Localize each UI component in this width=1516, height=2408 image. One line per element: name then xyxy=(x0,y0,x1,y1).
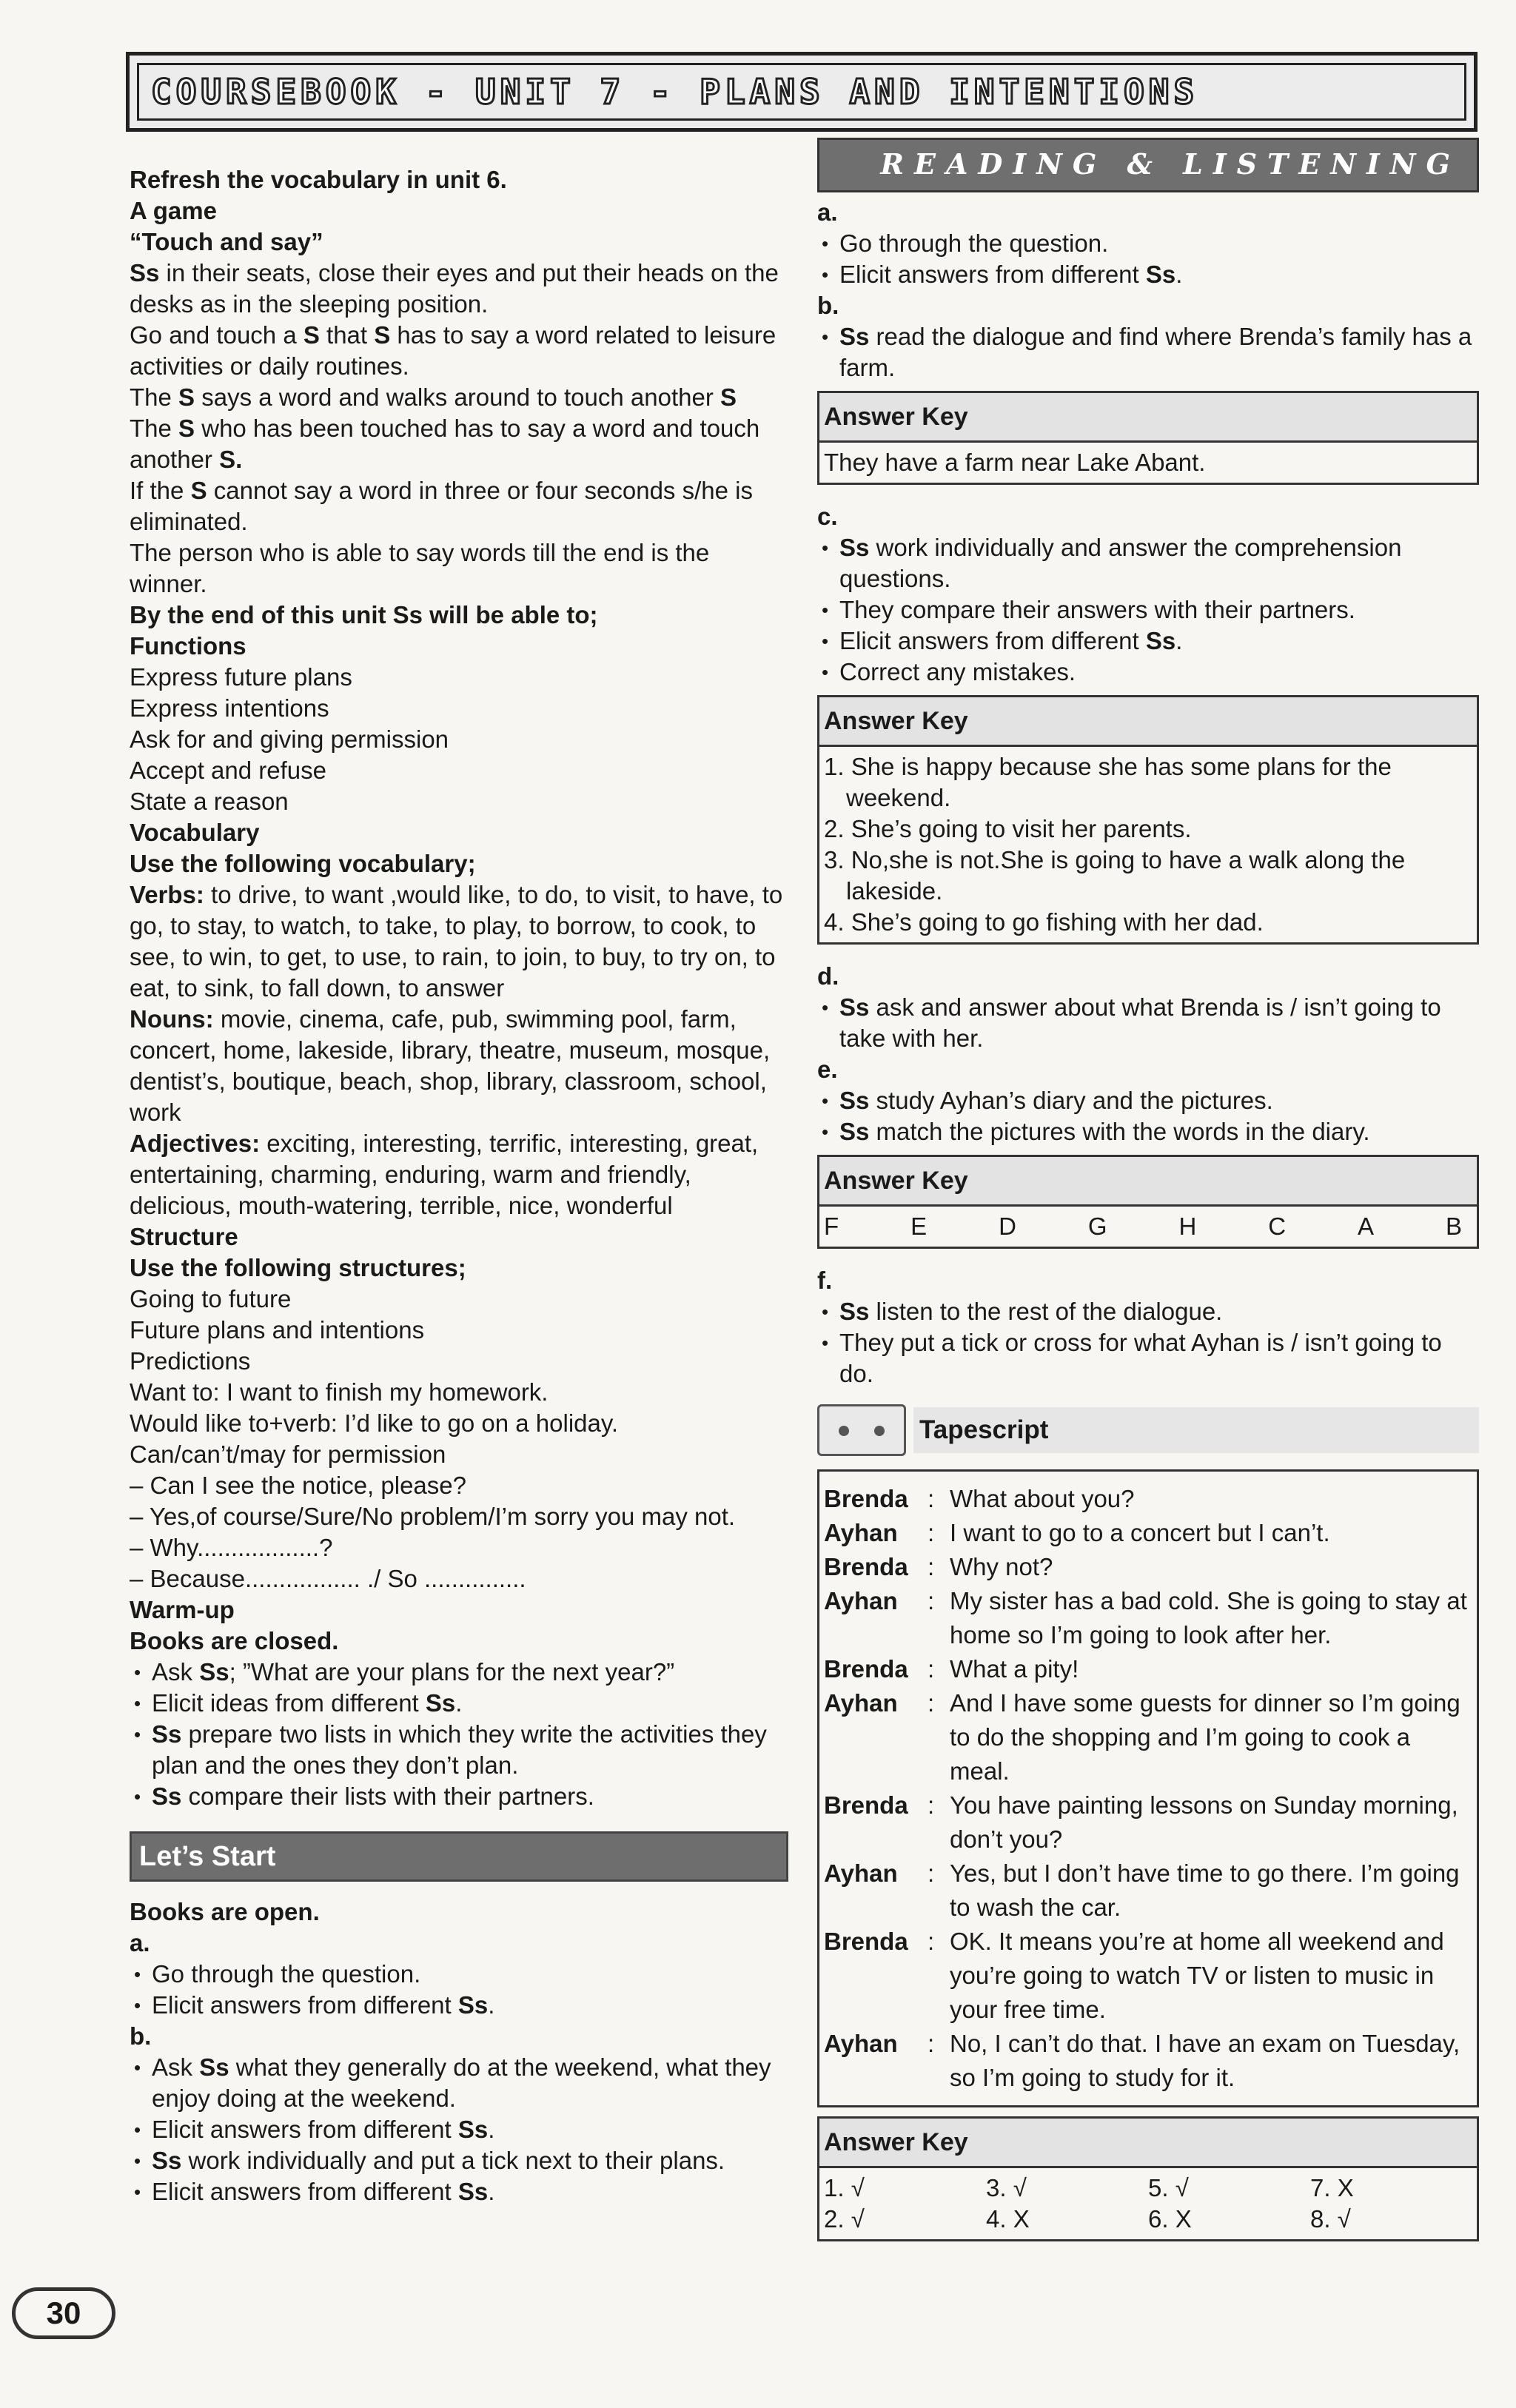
function-item: State a reason xyxy=(130,788,289,815)
dialogue-line: Brenda : You have painting lessons on Sunday morning, don’t you? xyxy=(824,1791,1458,1853)
answer-item: 1. √ xyxy=(824,2174,865,2201)
right-column xyxy=(817,138,1479,2258)
answer-item: 4. She’s going to go fishing with her dad. xyxy=(824,908,1264,936)
step-b-label: b. xyxy=(130,2022,152,2050)
step-d-list xyxy=(817,992,1479,1054)
dialogue-line: Ayhan : I want to go to a concert but I can’t. xyxy=(824,1519,1330,1546)
answer-item: 5. √ xyxy=(1148,2174,1189,2201)
answer-key-box xyxy=(817,695,1479,945)
answer-letter: F xyxy=(824,1213,839,1240)
verbs-list: Verbs: to drive, to want ,would like, to do, to visit, to have, to go, to stay, to watch, to take, to play, to borrow, to cook, to see, to win, to get, to use, to rain, to join, to buy, to try on, to eat, to sink, to fall down, to answer xyxy=(130,881,783,1002)
answer-key-list xyxy=(819,747,1477,942)
answer-key-text: They have a farm near Lake Abant. xyxy=(824,449,1206,476)
answer-key-heading: Answer Key xyxy=(819,2119,1477,2168)
list-item: • Ss listen to the rest of the dialogue. xyxy=(817,1296,1479,1327)
dialogue-line: Brenda : What about you? xyxy=(824,1485,1135,1512)
answer-key-box xyxy=(817,1155,1479,1249)
dialogue-line: Ayhan : And I have some guests for dinner so I’m going to do the shopping and I’m going to cook a meal. xyxy=(824,1689,1460,1785)
instruction-3: The S says a word and walks around to touch another S xyxy=(130,383,737,411)
structures-list xyxy=(130,1284,788,1594)
books-closed: Books are closed. xyxy=(130,1627,339,1654)
instruction-4: The S who has been touched has to say a word and touch another S. xyxy=(130,415,760,473)
structure-item: Future plans and intentions xyxy=(130,1316,425,1344)
list-item: • Elicit answers from different Ss. xyxy=(130,1990,788,2021)
dialogue-line: Brenda : Why not? xyxy=(824,1553,1053,1580)
tapescript-title: Tapescript xyxy=(913,1407,1479,1453)
answer-letter: E xyxy=(910,1213,928,1240)
answer-key-heading: Answer Key xyxy=(819,393,1477,443)
reading-listening-bar: READING & LISTENING xyxy=(817,138,1479,192)
step-d-label: d. xyxy=(817,962,839,990)
answer-letter: H xyxy=(1178,1213,1197,1240)
structure-item: Predictions xyxy=(130,1347,251,1375)
step-a-list xyxy=(130,1959,788,2021)
structure-heading: Structure xyxy=(130,1223,238,1250)
answer-item: 6. X xyxy=(1148,2205,1192,2233)
cassette-icon xyxy=(817,1404,906,1456)
step-b-list xyxy=(817,321,1479,383)
structure-item: – Yes,of course/Sure/No problem/I’m sorry you may not. xyxy=(130,1503,736,1530)
answer-item: 2. She’s going to visit her parents. xyxy=(824,815,1192,842)
structure-item: Going to future xyxy=(130,1285,292,1312)
functions-heading: Functions xyxy=(130,632,246,660)
tapescript-dialogue xyxy=(817,1469,1479,2107)
list-item: • Ss ask and answer about what Brenda is / isn’t going to take with her. xyxy=(817,992,1479,1054)
page-number: 30 xyxy=(12,2287,115,2339)
list-item: • Go through the question. xyxy=(817,228,1479,259)
function-item: Express future plans xyxy=(130,663,352,691)
unit-header-inner xyxy=(137,63,1466,121)
unit-header xyxy=(126,52,1478,132)
list-item: • Go through the question. xyxy=(130,1959,788,1990)
answer-item: 1. She is happy because she has some plans for the weekend. xyxy=(824,753,1392,811)
unit-title: COURSEBOOK - UNIT 7 - PLANS AND INTENTIONS xyxy=(151,72,1199,112)
vocabulary-heading: Vocabulary xyxy=(130,819,260,846)
list-item: • Elicit answers from different Ss. xyxy=(817,626,1479,657)
step-c-label: c. xyxy=(817,503,838,530)
step-e-list xyxy=(817,1085,1479,1147)
structure-item: – Can I see the notice, please? xyxy=(130,1472,466,1499)
list-item: • Elicit answers from different Ss. xyxy=(817,259,1479,290)
dialogue-line: Ayhan : Yes, but I don’t have time to go there. I’m going to wash the car. xyxy=(824,1859,1460,1921)
lets-start-bar: Let’s Start xyxy=(130,1831,788,1882)
function-item: Express intentions xyxy=(130,694,329,722)
list-item: • Elicit ideas from different Ss. xyxy=(130,1688,788,1719)
tapescript-header xyxy=(817,1404,1479,1456)
answer-letter: B xyxy=(1445,1213,1462,1240)
dialogue-line: Brenda : OK. It means you’re at home all weekend and you’re going to watch TV or listen to music in your free time. xyxy=(824,1928,1444,2023)
list-item: • Ss work individually and answer the comprehension questions. xyxy=(817,532,1479,594)
refresh-line: Refresh the vocabulary in unit 6. xyxy=(130,166,507,193)
list-item: • Ask Ss; ”What are your plans for the next year?” xyxy=(130,1657,788,1688)
warmup-heading: Warm-up xyxy=(130,1596,235,1623)
instruction-2: Go and touch a S that S has to say a word related to leisure activities or daily routines. xyxy=(130,321,777,380)
list-item: • Ss prepare two lists in which they write the activities they plan and the ones they don’t plan. xyxy=(130,1719,788,1781)
instruction-6: The person who is able to say words till the end is the winner. xyxy=(130,539,710,597)
step-a-label: a. xyxy=(817,198,838,226)
function-item: Ask for and giving permission xyxy=(130,725,449,753)
answer-key-grid xyxy=(819,2168,1477,2239)
answer-key-box xyxy=(817,2116,1479,2241)
answer-item: 8. √ xyxy=(1310,2205,1351,2233)
structure-item: Want to: I want to finish my homework. xyxy=(130,1378,549,1406)
step-f-list xyxy=(817,1296,1479,1389)
answer-item: 7. X xyxy=(1310,2174,1354,2201)
list-item: • They put a tick or cross for what Ayhan is / isn’t going to do. xyxy=(817,1327,1479,1389)
answer-letter: C xyxy=(1268,1213,1287,1240)
warmup-list xyxy=(130,1657,788,1812)
structure-item: Can/can’t/may for permission xyxy=(130,1441,446,1468)
adjectives-list: Adjectives: exciting, interesting, terrific, interesting, great, entertaining, charming, enduring, warm and friendly, delicious, mouth-watering, terrible, nice, wonderful xyxy=(130,1130,759,1219)
dialogue-line: Brenda : What a pity! xyxy=(824,1655,1079,1683)
list-item: • Ss read the dialogue and find where Brenda’s family has a farm. xyxy=(817,321,1479,383)
step-b-list xyxy=(130,2052,788,2207)
instruction-5: If the S cannot say a word in three or four seconds s/he is eliminated. xyxy=(130,477,753,535)
game-heading: A game xyxy=(130,197,217,224)
answer-item: 3. √ xyxy=(986,2174,1027,2201)
answer-key-box xyxy=(817,391,1479,485)
step-e-label: e. xyxy=(817,1056,838,1083)
structure-item: Would like to+verb: I’d like to go on a holiday. xyxy=(130,1409,619,1437)
structure-item: – Because................. ./ So ............... xyxy=(130,1565,526,1592)
answer-key-heading: Answer Key xyxy=(819,697,1477,747)
left-column xyxy=(130,164,788,2207)
structure-use: Use the following structures; xyxy=(130,1254,466,1281)
answer-item: 3. No,she is not.She is going to have a walk along the lakeside. xyxy=(824,846,1406,905)
step-a-list xyxy=(817,228,1479,290)
list-item: • They compare their answers with their partners. xyxy=(817,594,1479,626)
structure-item: – Why..................? xyxy=(130,1534,333,1561)
step-f-label: f. xyxy=(817,1267,833,1294)
function-item: Accept and refuse xyxy=(130,757,326,784)
list-item: • Ss work individually and put a tick next to their plans. xyxy=(130,2145,788,2176)
list-item: • Ss compare their lists with their partners. xyxy=(130,1781,788,1812)
list-item: • Ask Ss what they generally do at the weekend, what they enjoy doing at the weekend. xyxy=(130,2052,788,2114)
answer-key-letters xyxy=(819,1207,1477,1247)
answer-letter: D xyxy=(999,1213,1016,1240)
list-item: • Ss match the pictures with the words in the diary. xyxy=(817,1116,1479,1147)
vocabulary-use: Use the following vocabulary; xyxy=(130,850,476,877)
game-title: “Touch and say” xyxy=(130,228,323,255)
answer-letter: A xyxy=(1358,1213,1375,1240)
list-item: • Correct any mistakes. xyxy=(817,657,1479,688)
answer-key-heading: Answer Key xyxy=(819,1157,1477,1207)
books-open: Books are open. xyxy=(130,1898,320,1925)
list-item: • Ss study Ayhan’s diary and the pictures. xyxy=(817,1085,1479,1116)
functions-list xyxy=(130,662,788,817)
objectives-heading: By the end of this unit Ss will be able to; xyxy=(130,601,598,628)
dialogue-line: Ayhan : My sister has a bad cold. She is going to stay at home so I’m going to look after her. xyxy=(824,1587,1467,1649)
answer-item: 4. X xyxy=(986,2205,1030,2233)
step-a-label: a. xyxy=(130,1929,150,1956)
list-item: • Elicit answers from different Ss. xyxy=(130,2176,788,2207)
step-c-list xyxy=(817,532,1479,688)
dialogue-line: Ayhan : No, I can’t do that. I have an exam on Tuesday, so I’m going to study for it. xyxy=(824,2030,1460,2091)
answer-letter: G xyxy=(1087,1213,1107,1240)
instruction-1: Ss in their seats, close their eyes and put their heads on the desks as in the sleeping position. xyxy=(130,259,779,318)
list-item: • Elicit answers from different Ss. xyxy=(130,2114,788,2145)
nouns-list: Nouns: movie, cinema, cafe, pub, swimming pool, farm, concert, home, lakeside, library, theatre, museum, mosque, dentist’s, boutique, beach, shop, library, classroom, school, work xyxy=(130,1005,771,1126)
step-b-label: b. xyxy=(817,292,839,319)
answer-item: 2. √ xyxy=(824,2205,865,2233)
